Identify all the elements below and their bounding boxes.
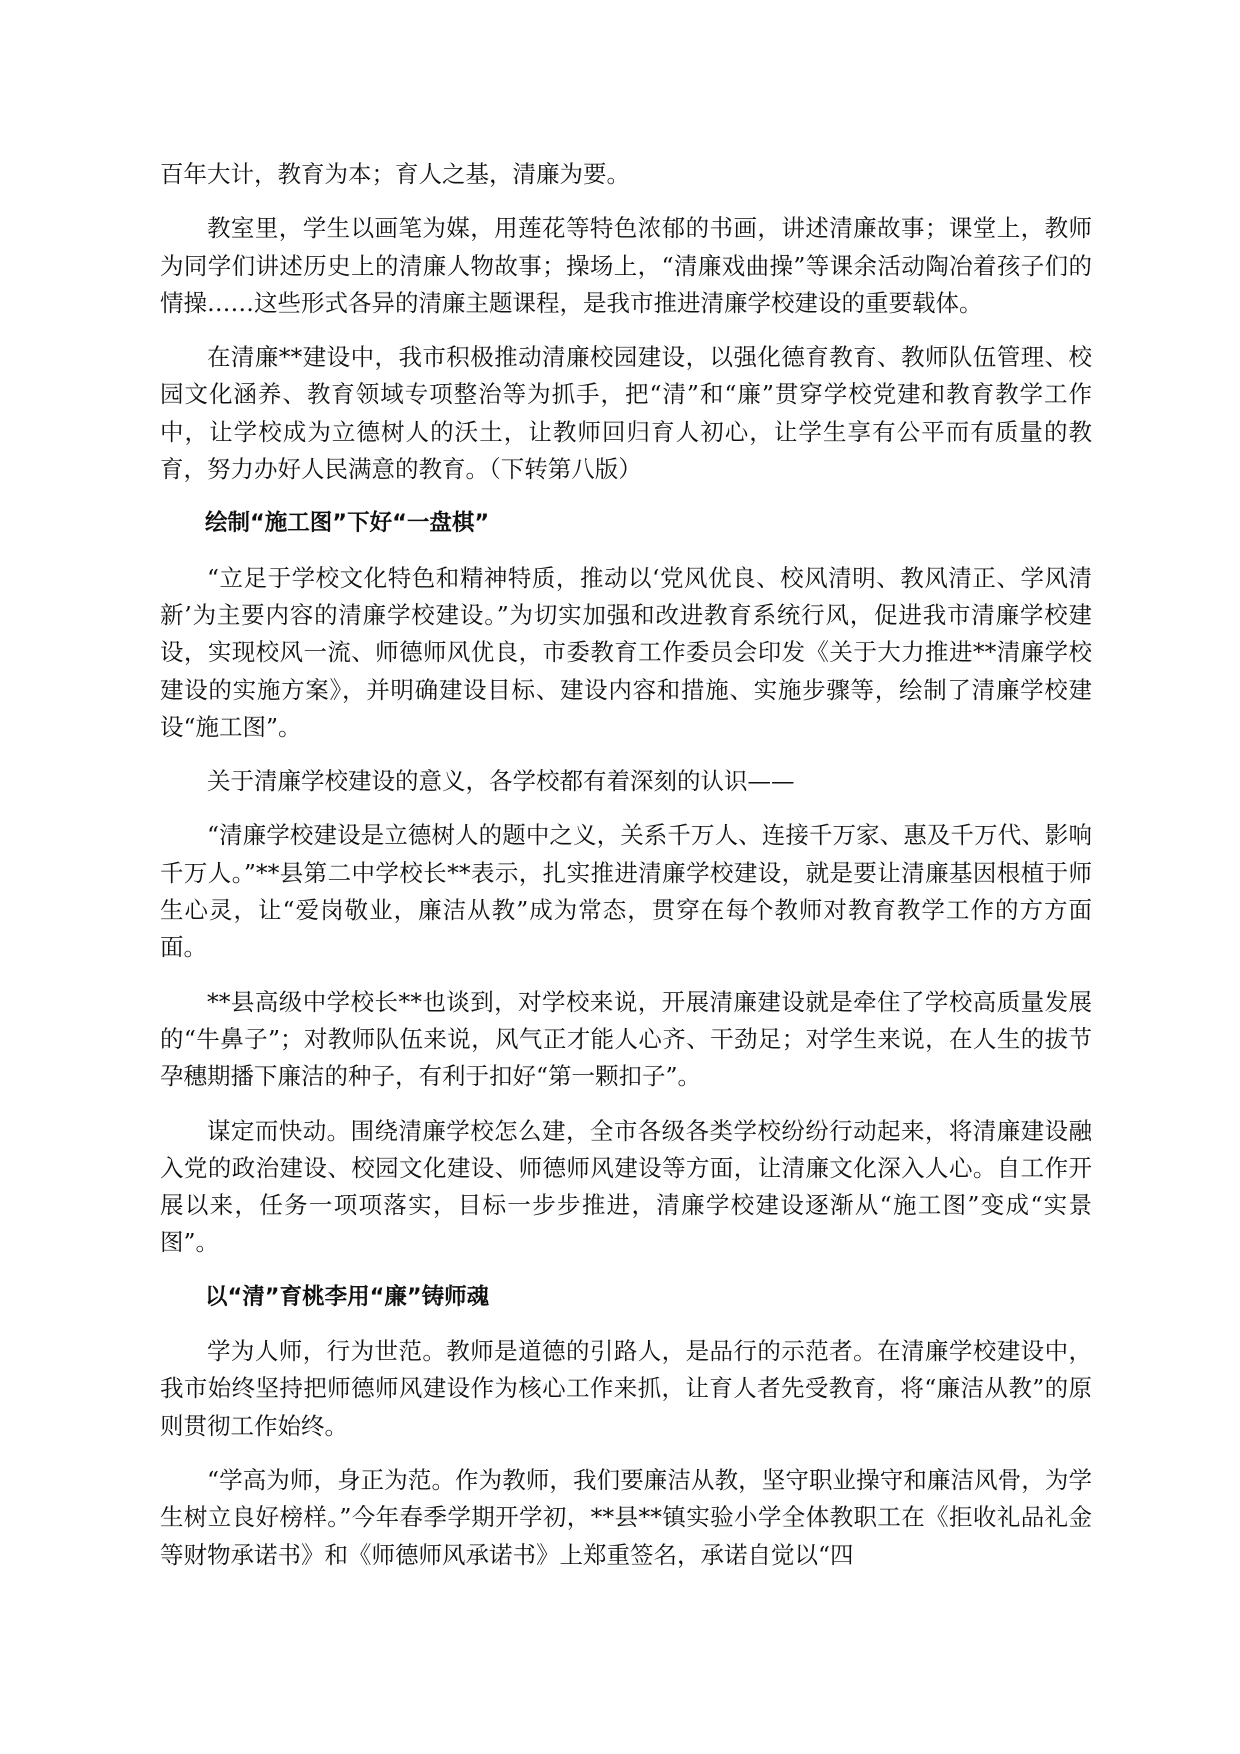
paragraph-implementation-plan: “立足于学校文化特色和精神特质，推动以‘党风优良、校风清明、教风清正、学风清新’为主要内容的清廉学校建设。”为切实加强和改进教育系统行风，促进我市清廉学校建设，实现校风一流、师德师风优良，市委教育工作委员会印发《关于大力推进**清廉学校建设的实施方案》，并明确建设目标、建设内容和措施、实施步骤等，绘制了清廉学校建设“施工图”。: [160, 563, 1092, 741]
document-page: [160, 156, 1092, 1591]
intro-paragraph: 百年大计，教育为本；育人之基，清廉为要。: [160, 160, 630, 188]
paragraph-pledge: “学高为师，身正为范。作为教师，我们要廉洁从教，坚守职业操守和廉洁风骨，为学生树立良好榜样。”今年春季学期开学初，**县**镇实验小学全体教职工在《拒收礼品礼金等财物承诺书》和《师德师风承诺书》上郑重签名，承诺自觉以“四: [160, 1465, 1092, 1569]
paragraph-action: 谋定而快动。围绕清廉学校怎么建，全市各级各类学校纷纷行动起来，将清廉建设融入党的政治建设、校园文化建设、师德师风建设等方面，让清廉文化深入人心。自工作开展以来，任务一项项落实，目标一步步推进，清廉学校建设逐渐从“施工图”变成“实景图”。: [160, 1116, 1092, 1257]
paragraph-senior-high-school: **县高级中学校长**也谈到，对学校来说，开展清廉建设就是牵住了学校高质量发展的“牛鼻子”；对教师队伍来说，风气正才能人心齐、干劲足；对学生来说，在人生的拔节孕穗期播下廉洁的种子，有利于扣好“第一颗扣子”。: [160, 987, 1092, 1091]
paragraph-classroom: 教室里，学生以画笔为媒，用莲花等特色浓郁的书画，讲述清廉故事；课堂上，教师为同学们讲述历史上的清廉人物故事；操场上，“清廉戏曲操”等课余活动陶冶着孩子们的情操……这些形式各异的清廉主题课程，是我市推进清廉学校建设的重要载体。: [160, 214, 1092, 317]
paragraph-campus-building: 在清廉**建设中，我市积极推动清廉校园建设，以强化德育教育、教师队伍管理、校园文化涵养、教育领域专项整治等为抓手，把“清”和“廉”贯穿学校党建和教育教学工作中，让学校成为立德树人的沃土，让教师回归育人初心，让学生享有公平而有质量的教育，努力办好人民满意的教育。（下转第八版）: [160, 343, 1092, 484]
paragraph-teacher-role: 学为人师，行为世范。教师是道德的引路人，是品行的示范者。在清廉学校建设中，我市始终坚持把师德师风建设作为核心工作来抓，让育人者先受教育，将“廉洁从教”的原则贯彻工作始终。: [160, 1337, 1092, 1440]
section-heading-blueprint: 绘制“施工图”下好“一盘棋”: [205, 510, 490, 537]
section-heading-teacher-ethics: 以“清”育桃李用“廉”铸师魂: [205, 1283, 490, 1310]
paragraph-significance: 关于清廉学校建设的意义，各学校都有着深刻的认识——: [207, 767, 795, 796]
paragraph-second-middle-school: “清廉学校建设是立德树人的题中之义，关系千万人、连接千万家、惠及千万代、影响千万人。”**县第二中学校长**表示，扎实推进清廉学校建设，就是要让清廉基因根植于师生心灵，让“爱岗敬业，廉洁从教”成为常态，贯穿在每个教师对教育教学工作的方方面面。: [160, 821, 1092, 962]
